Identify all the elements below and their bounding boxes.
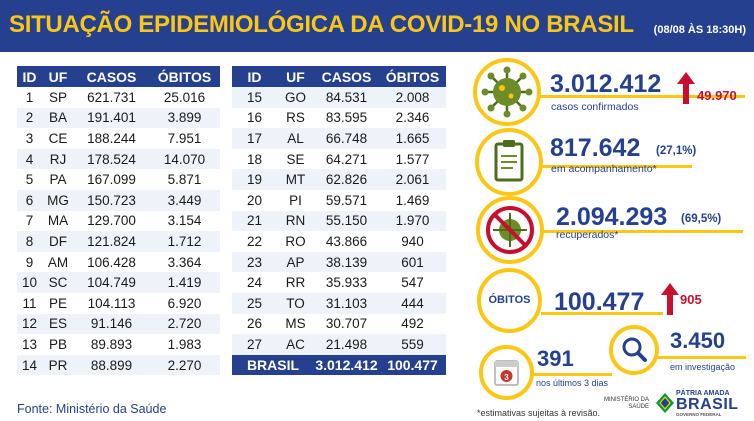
table-row xyxy=(232,272,446,293)
cell-casos: 88.899 xyxy=(74,355,149,376)
cell-uf: GO xyxy=(277,87,314,108)
table-row xyxy=(17,314,220,335)
monitoring-percent: (27,1%) xyxy=(656,145,697,157)
cell-casos: 38.139 xyxy=(314,252,379,273)
cell-uf: DF xyxy=(42,231,74,252)
divider xyxy=(656,356,746,359)
cell-casos: 150.723 xyxy=(74,190,149,211)
cell-uf: ES xyxy=(42,314,74,335)
govt-line-3: GOVERNO FEDERAL xyxy=(676,412,722,417)
cell-casos: 89.893 xyxy=(74,334,149,355)
table-row xyxy=(17,231,220,252)
cell-id: 18 xyxy=(232,149,277,170)
table-header-row xyxy=(232,66,446,87)
cell-casos: 178.524 xyxy=(74,149,149,170)
cell-id: 4 xyxy=(17,149,42,170)
cell-id: 8 xyxy=(17,231,42,252)
table-row xyxy=(232,87,446,108)
cell-casos: 83.595 xyxy=(314,108,379,129)
col-id: ID xyxy=(232,66,277,87)
confirmed-label: casos confirmados xyxy=(551,101,639,113)
cell-obitos: 25.016 xyxy=(149,87,220,108)
govt-line-2: BRASIL xyxy=(676,396,739,413)
total-obitos: 100.477 xyxy=(379,355,446,376)
ministry-line-2: SAÚDE xyxy=(628,404,650,410)
cell-id: 15 xyxy=(232,87,277,108)
cell-id: 16 xyxy=(232,108,277,129)
cell-id: 17 xyxy=(232,128,277,149)
cell-uf: RR xyxy=(277,272,314,293)
cell-obitos: 1.469 xyxy=(379,190,446,211)
table-row xyxy=(17,293,220,314)
table-row xyxy=(232,293,446,314)
confirmed-delta: 49.970 xyxy=(697,88,737,103)
cell-id: 1 xyxy=(17,87,42,108)
cell-uf: RS xyxy=(277,108,314,129)
cell-id: 9 xyxy=(17,252,42,273)
cell-id: 24 xyxy=(232,272,277,293)
cell-casos: 66.748 xyxy=(314,128,379,149)
cell-obitos: 14.070 xyxy=(149,149,220,170)
col-casos: CASOS xyxy=(314,66,379,87)
cell-obitos: 444 xyxy=(379,293,446,314)
cell-uf: RJ xyxy=(42,149,74,170)
govt-line-1: PÁTRIA AMADA xyxy=(676,390,730,397)
cell-uf: MG xyxy=(42,190,74,211)
cell-uf: SE xyxy=(277,149,314,170)
cell-uf: AM xyxy=(42,252,74,273)
recovered-label: recuperados* xyxy=(556,229,619,241)
cell-uf: SP xyxy=(42,87,74,108)
cell-obitos: 940 xyxy=(379,231,446,252)
cell-id: 19 xyxy=(232,169,277,190)
cell-obitos: 3.154 xyxy=(149,211,220,232)
cell-uf: RN xyxy=(277,211,314,232)
col-obitos: ÓBITOS xyxy=(379,66,446,87)
table-row xyxy=(232,334,446,355)
cell-casos: 121.824 xyxy=(74,231,149,252)
cell-casos: 43.866 xyxy=(314,231,379,252)
cell-id: 12 xyxy=(17,314,42,335)
recovered-virus-icon xyxy=(476,196,544,264)
cell-casos: 55.150 xyxy=(314,211,379,232)
magnifier-icon-badge xyxy=(609,325,659,375)
cell-uf: CE xyxy=(42,128,74,149)
total-casos: 3.012.412 xyxy=(314,355,379,376)
footnote: *estimativas sujeitas à revisão. xyxy=(477,408,601,418)
cell-uf: TO xyxy=(277,293,314,314)
table-row xyxy=(232,252,446,273)
divider xyxy=(532,373,612,376)
monitoring-value: 817.642 xyxy=(550,134,641,162)
table-row xyxy=(232,128,446,149)
cell-casos: 91.146 xyxy=(74,314,149,335)
table-row xyxy=(17,87,220,108)
cell-casos: 62.826 xyxy=(314,169,379,190)
cell-obitos: 1.983 xyxy=(149,334,220,355)
investigation-value: 3.450 xyxy=(670,328,726,353)
table-row xyxy=(17,190,220,211)
table-row xyxy=(232,169,446,190)
table-row xyxy=(232,231,446,252)
cell-casos: 64.271 xyxy=(314,149,379,170)
cell-casos: 35.933 xyxy=(314,272,379,293)
table-row xyxy=(17,334,220,355)
cell-id: 5 xyxy=(17,169,42,190)
cell-id: 23 xyxy=(232,252,277,273)
cell-uf: SC xyxy=(42,272,74,293)
cell-uf: MS xyxy=(277,314,314,335)
cell-uf: PE xyxy=(42,293,74,314)
government-logo xyxy=(676,390,739,418)
cell-obitos: 7.951 xyxy=(149,128,220,149)
table-row xyxy=(232,149,446,170)
report-date: (08/08 ÀS 18:30H) xyxy=(653,24,746,36)
cell-casos: 59.571 xyxy=(314,190,379,211)
cell-obitos: 5.871 xyxy=(149,169,220,190)
total-label: BRASIL xyxy=(232,355,314,376)
states-table-right xyxy=(232,66,446,375)
table-row xyxy=(17,169,220,190)
cell-uf: BA xyxy=(42,108,74,129)
cell-casos: 621.731 xyxy=(74,87,149,108)
recovered-value: 2.094.293 xyxy=(556,203,668,231)
cell-id: 27 xyxy=(232,334,277,355)
cell-id: 10 xyxy=(17,272,42,293)
cell-uf: PA xyxy=(42,169,74,190)
cell-obitos: 1.665 xyxy=(379,128,446,149)
cell-id: 6 xyxy=(17,190,42,211)
brazil-flag-icon xyxy=(655,392,675,414)
cell-casos: 30.707 xyxy=(314,314,379,335)
cell-id: 21 xyxy=(232,211,277,232)
cell-uf: AL xyxy=(277,128,314,149)
col-casos: CASOS xyxy=(74,66,149,87)
cell-obitos: 1.419 xyxy=(149,272,220,293)
table-row xyxy=(232,108,446,129)
calendar-icon-badge xyxy=(479,345,534,400)
arrow-up-icon xyxy=(661,283,679,315)
clipboard-icon xyxy=(475,128,543,196)
cell-casos: 129.700 xyxy=(74,211,149,232)
cell-obitos: 3.364 xyxy=(149,252,220,273)
cell-obitos: 2.720 xyxy=(149,314,220,335)
table-row xyxy=(17,128,220,149)
cell-obitos: 601 xyxy=(379,252,446,273)
ministry-line-1: MINISTÉRIO DA xyxy=(604,397,650,403)
table-row xyxy=(17,108,220,129)
cell-casos: 21.498 xyxy=(314,334,379,355)
cell-casos: 167.099 xyxy=(74,169,149,190)
cell-obitos: 559 xyxy=(379,334,446,355)
page-header xyxy=(0,0,754,52)
virus-icon xyxy=(473,58,541,126)
states-table-left xyxy=(17,66,220,375)
monitoring-label: em acompanhamento* xyxy=(551,163,657,175)
table-row xyxy=(17,211,220,232)
col-obitos: ÓBITOS xyxy=(149,66,220,87)
confirmed-value: 3.012.412 xyxy=(550,70,662,98)
cell-id: 14 xyxy=(17,355,42,376)
cell-id: 20 xyxy=(232,190,277,211)
cell-uf: PR xyxy=(42,355,74,376)
table-row xyxy=(232,211,446,232)
cell-obitos: 6.920 xyxy=(149,293,220,314)
col-id: ID xyxy=(17,66,42,87)
cell-casos: 188.244 xyxy=(74,128,149,149)
cell-uf: AC xyxy=(277,334,314,355)
deaths-badge xyxy=(477,268,542,333)
cell-obitos: 1.712 xyxy=(149,231,220,252)
cell-id: 25 xyxy=(232,293,277,314)
cell-obitos: 2.346 xyxy=(379,108,446,129)
recovered-percent: (69,5%) xyxy=(681,213,722,225)
deaths-delta: 905 xyxy=(680,292,702,307)
table-header-row xyxy=(17,66,220,87)
source-note: Fonte: Ministério da Saúde xyxy=(17,402,167,416)
table-row xyxy=(17,149,220,170)
table-row xyxy=(17,272,220,293)
total-row xyxy=(232,355,446,376)
page-title: SITUAÇÃO EPIDEMIOLÓGICA DA COVID-19 NO BRASIL xyxy=(9,11,634,38)
cell-obitos: 3.449 xyxy=(149,190,220,211)
cell-obitos: 3.899 xyxy=(149,108,220,129)
last-days-value: 391 xyxy=(537,346,574,371)
cell-casos: 104.113 xyxy=(74,293,149,314)
cell-uf: MA xyxy=(42,211,74,232)
cell-uf: PB xyxy=(42,334,74,355)
ministry-logo xyxy=(604,397,649,411)
cell-uf: MT xyxy=(277,169,314,190)
col-uf: UF xyxy=(277,66,314,87)
investigation-label: em investigação xyxy=(670,362,736,372)
cell-casos: 84.531 xyxy=(314,87,379,108)
arrow-up-icon xyxy=(677,72,695,104)
cell-id: 2 xyxy=(17,108,42,129)
table-row xyxy=(17,252,220,273)
cell-id: 13 xyxy=(17,334,42,355)
calendar-number: 3 xyxy=(504,373,509,382)
cell-id: 22 xyxy=(232,231,277,252)
cell-obitos: 1.577 xyxy=(379,149,446,170)
col-uf: UF xyxy=(42,66,74,87)
cell-id: 7 xyxy=(17,211,42,232)
cell-casos: 31.103 xyxy=(314,293,379,314)
table-row xyxy=(232,190,446,211)
cell-obitos: 492 xyxy=(379,314,446,335)
table-row xyxy=(17,355,220,376)
deaths-value: 100.477 xyxy=(554,288,645,316)
cell-id: 11 xyxy=(17,293,42,314)
cell-casos: 106.428 xyxy=(74,252,149,273)
cell-obitos: 2.270 xyxy=(149,355,220,376)
cell-obitos: 1.970 xyxy=(379,211,446,232)
cell-obitos: 547 xyxy=(379,272,446,293)
cell-casos: 104.749 xyxy=(74,272,149,293)
last-days-label: nos últimos 3 dias xyxy=(536,378,609,388)
cell-casos: 191.401 xyxy=(74,108,149,129)
cell-uf: PI xyxy=(277,190,314,211)
table-row xyxy=(232,314,446,335)
cell-uf: RO xyxy=(277,231,314,252)
deaths-badge-label: ÓBITOS xyxy=(488,294,531,306)
cell-obitos: 2.008 xyxy=(379,87,446,108)
cell-id: 26 xyxy=(232,314,277,335)
cell-uf: AP xyxy=(277,252,314,273)
cell-obitos: 2.061 xyxy=(379,169,446,190)
cell-id: 3 xyxy=(17,128,42,149)
